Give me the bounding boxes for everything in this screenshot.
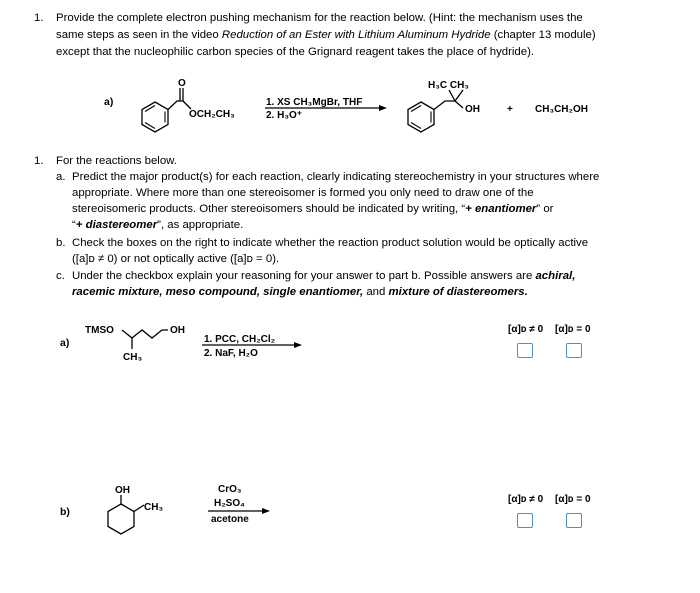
q2c-line2: racemic mixture, meso compound, single enantiomer, and mixture of diastereomers. [72, 286, 528, 298]
q2b-marker: b. [56, 237, 66, 249]
q2a-line2: appropriate. Where more than one stereoisomer is formed you only need to draw one of the [72, 187, 534, 199]
reaction-a-reagent-2: 2. NaF, H₂O [204, 348, 258, 359]
q2a-line3: stereoisomeric products. Other stereoisomers should be indicated by writing, “+ enantiomer” or [72, 203, 554, 215]
q2b-line1: Check the boxes on the right to indicate whether the reaction product solution would be optically active [72, 237, 589, 249]
reaction-b-label: b) [60, 506, 70, 518]
reaction-a-scheme [80, 316, 320, 376]
reaction-b-reagent-1: CrO₃ [218, 484, 242, 495]
q2a-line4: “+ diastereomer”, as appropriate. [72, 219, 244, 231]
reaction-b-reagent-2: H₂SO₄ [214, 498, 245, 509]
q2a-marker: a. [56, 171, 66, 183]
benzene-ring-ester [142, 102, 168, 132]
byproduct-ethanol: CH₃CH₂OH [535, 104, 588, 115]
q1-number: 1. [34, 12, 44, 24]
cyclohexane-ring [108, 504, 134, 534]
q2c-marker: c. [56, 270, 65, 282]
q1-line3: except that the nucleophilic carbon species of the Grignard reagent takes the place of hydride). [56, 46, 535, 58]
reaction1-reagent-1: 1. XS CH₃MgBr, THF [266, 97, 363, 108]
q2-number: 1. [34, 155, 44, 167]
reaction-a-active-checkbox[interactable] [517, 343, 533, 358]
product-hydroxyl: OH [465, 104, 480, 115]
reaction-a-inactive-label: [α]ᴅ = 0 [555, 324, 591, 335]
reaction-b-inactive-checkbox[interactable] [566, 513, 582, 528]
reaction1-reagent-2: 2. H₃O⁺ [266, 110, 303, 121]
reaction1-scheme [125, 70, 595, 140]
methyl-group: CH₃ [144, 502, 164, 513]
q2-intro: For the reactions below. [56, 155, 177, 167]
q2c-line1: Under the checkbox explain your reasoning for your answer to part b. Possible answers are achiral, [72, 270, 576, 282]
reaction1-label: a) [104, 96, 114, 108]
product-methyl-groups: H₃C CH₃ [428, 80, 469, 91]
q1-line1: Provide the complete electron pushing mechanism for the reaction below. (Hint: the mechanism uses the [56, 12, 583, 24]
reaction-b-active-label: [α]ᴅ ≠ 0 [508, 494, 544, 505]
plus-sign: + [507, 104, 513, 115]
ester-group-label: OCH₂CH₃ [189, 109, 235, 120]
methyl-group: CH₃ [123, 352, 143, 363]
reaction-b-active-checkbox[interactable] [517, 513, 533, 528]
reaction-b-reagent-3: acetone [211, 514, 249, 525]
reaction-a-label: a) [60, 337, 70, 349]
reaction-a-reagent-1: 1. PCC, CH₂Cl₂ [204, 334, 276, 345]
reaction-b-scheme [90, 480, 280, 550]
reaction-b-inactive-label: [α]ᴅ = 0 [555, 494, 591, 505]
reaction-a-active-label: [α]ᴅ ≠ 0 [508, 324, 544, 335]
q2a-line1: Predict the major product(s) for each reaction, clearly indicating stereochemistry in your structures where [72, 171, 600, 183]
reaction-a-inactive-checkbox[interactable] [566, 343, 582, 358]
tmso-group: TMSO [85, 325, 114, 336]
carbonyl-oxygen: O [178, 78, 186, 89]
q2b-line2: ([a]ᴅ ≠ 0) or not optically active ([a]ᴅ = 0). [72, 253, 280, 265]
benzene-ring-product [408, 102, 434, 132]
hydroxyl-group: OH [115, 485, 130, 496]
q1-line2: same steps as seen in the video Reduction of an Ester with Lithium Aluminum Hydride (chapter 13 module) [56, 29, 596, 41]
hydroxyl-group: OH [170, 325, 185, 336]
